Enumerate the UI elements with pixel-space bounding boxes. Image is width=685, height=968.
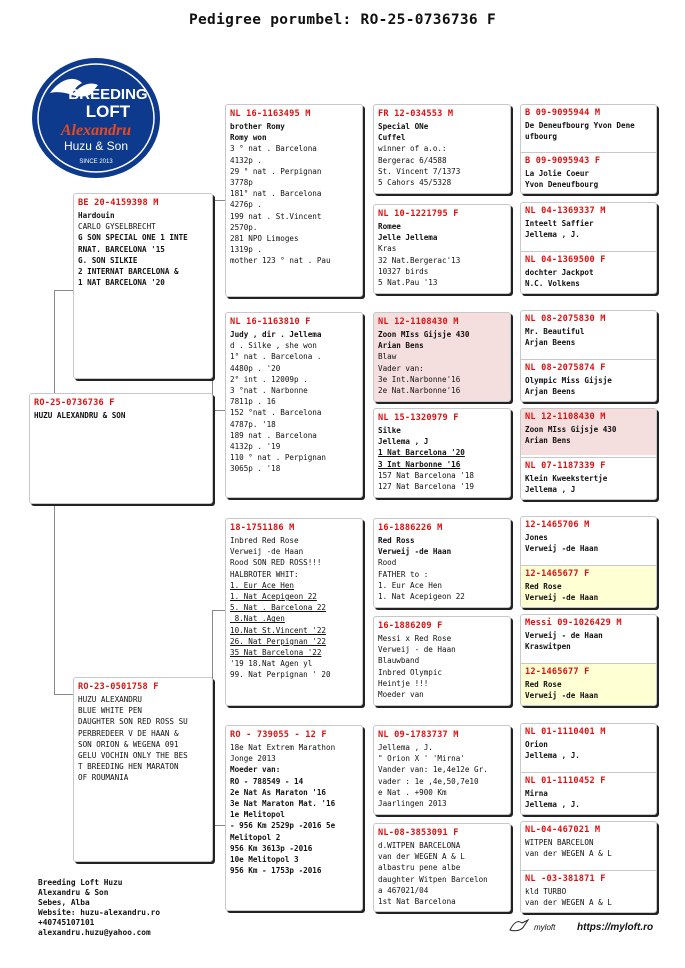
dd-result: 2e Nat As Maraton '16 [230,787,327,797]
g5-entry[interactable] [521,772,656,815]
g5-entry[interactable] [521,822,656,868]
dd-line: Jonge 2013 [230,754,276,764]
sds-ring: NL 12-1108430 M [378,317,459,327]
dam-line: GELU VOCHIN ONLY THE BES [78,751,188,761]
dd-result: 3e Nat Maraton Mat. '16 [230,799,336,809]
g5-pair-card[interactable] [520,614,657,706]
sd-line: 2° int . 12009p . [230,374,308,384]
g5-line: Olympic Miss Gijsje [525,376,612,385]
dd-result: - 956 Km 2529p -2016 5e [230,821,336,831]
sd-line: d . Silke , she won [230,341,317,351]
sds-line: 2e Nat.Narbonne'16 [378,386,461,396]
sd-line: 1° nat . Barcelona . [230,352,322,362]
ds-result: 8.Nat .Agen [230,614,285,624]
ss-ring: NL 16-1163495 M [230,109,311,119]
g5-pair-card[interactable] [520,408,657,500]
g5-entry[interactable] [521,663,656,706]
ss-line: 181° nat . Barcelona [230,189,322,199]
ss-name2: Romy won [230,133,267,143]
dam-line: T BREEDING HEN MARATON [78,762,179,772]
svg-text:Huzu & Son: Huzu & Son [63,139,129,153]
g5-line: Yvon Deneufbourg [525,180,599,190]
sire-sire-card[interactable] [225,104,363,297]
sire-breeder: CARLO GYSELBRECHT [78,222,156,232]
g5-line: Arjan Beens [525,387,576,397]
g5-ring: 12-1465677 F [525,667,590,677]
sd-line: 4480p . '20 [230,363,281,373]
dds-line: Jellema , J. [378,743,433,752]
g5-pair-card[interactable] [520,516,657,608]
sds-line: 3e Int.Narbonne'16 [378,374,461,384]
g5-ring: NL -03-381871 F [525,874,606,884]
ddd-line: daughter Witpen Barcelon [378,874,488,884]
footer-line: Breeding Loft Huzu [38,878,123,887]
g5-pair-card[interactable] [520,104,657,194]
g5-line: Jones [525,533,548,542]
g5-ring: NL 08-2075830 M [525,314,606,324]
g5-line: Red Rose [525,582,562,591]
connector-line [54,290,74,291]
sire-line: RNAT. BARCELONA '15 [78,244,165,254]
g5-line: Orion [525,740,548,749]
myloft-brand [508,918,555,937]
sd-sire-card[interactable] [373,312,511,402]
dss-ring: 16-1886226 M [378,523,443,533]
sdd-name: Silke [378,426,401,435]
g5-ring: NL 01-1110401 M [525,727,606,737]
dam-ring: RO-23-0501758 F [78,682,159,692]
g5-entry[interactable] [521,615,656,661]
sds-line: Vader van: [378,363,424,373]
g5-line: van der WEGEN A & L [525,849,612,859]
g5-line: Inteelt Saffier [525,219,594,228]
sds-line: Blaw [378,352,397,362]
ds-result: 26. Nat Perpignan '22 [230,636,327,646]
g5-entry[interactable] [521,311,656,357]
sss-line: St. Vincent 7/1373 [378,166,461,176]
g5-ring: NL 12-1108430 M [525,412,606,422]
g5-line: kld TURBO [525,887,567,896]
ddd-line: d.WITPEN BARCELONA [378,841,461,850]
ss-line: 3 ° nat . Barcelona [230,144,317,154]
ds-result: 10.Nat St.Vincent '22 [230,625,327,635]
g5-entry[interactable] [521,517,656,563]
ddd-line: 1st Nat Barcelona [378,897,456,907]
connector-line [54,290,55,400]
sd-line: 4787p. '18 [230,419,276,429]
ss-line: 3778p [230,178,253,188]
ddd-ring: NL-08-3853091 F [378,828,459,838]
ssd-line: 10327 birds [378,266,429,276]
g5-pair-card[interactable] [520,723,657,815]
ds-dam-card[interactable] [373,616,511,706]
dam-sire-card[interactable] [225,518,363,706]
sire-line: G. SON SILKIE [78,255,138,265]
g5-ring: NL 01-1110452 F [525,776,606,786]
sss-line: 5 Cahors 45/5328 [378,178,452,188]
dsd-line: Verweij - de Haan [378,645,456,655]
sire-line: 2 INTERNAT BARCELONA & [78,267,179,277]
pigeon-icon [508,918,530,937]
g5-line: Jellema , J. [525,230,580,240]
g5-line: N.C. Volkens [525,279,580,289]
g5-line: Klein Kweekstertje [525,474,608,483]
sdd-line: 127 Nat Barcelona '19 [378,482,475,492]
dss-line: 1. Nat Acepigeon 22 [378,592,465,602]
dds-ring: NL 09-1783737 M [378,730,459,740]
g5-pair-card[interactable] [520,821,657,913]
sss-ring: FR 12-034553 M [378,109,454,119]
sd-ring: NL 16-1163810 F [230,317,311,327]
ds-line: HALBROTER WHIT: [230,569,299,579]
ss-line: 2570p. [230,222,258,232]
g5-entry[interactable] [521,152,656,194]
footer-line: Sebes, Alba [38,898,90,907]
g5-entry[interactable] [521,105,656,150]
g5-line: La Jolie Coeur [525,169,590,178]
sdd-line: 157 Nat Barcelona '18 [378,470,475,480]
ss-line: 4132p . [230,155,263,165]
g5-line: Jellema , J. [525,800,580,810]
dd-result: 10e Melitopol 3 [230,855,299,865]
sdd-breeder: Jellema , J [378,437,429,447]
dam-dam-card[interactable] [225,725,363,911]
sss-name: Special ONe [378,122,429,131]
dam-line: BLUE WHITE PEN [78,706,143,716]
g5-line: Kraswitpen [525,642,571,652]
connector-line [212,610,226,611]
g5-line: Verweij - de Haan [525,631,603,640]
dds-line: Jaarlingen 2013 [378,799,447,809]
ss-line: 281 NPO Limoges [230,234,299,244]
svg-text:BREEDING: BREEDING [68,86,148,103]
dds-line: vader : 1e ,4e,50,7e10 [378,776,479,786]
g5-line: dochter Jackpot [525,268,594,277]
g5-entry[interactable] [521,565,656,608]
g5-line: van der WEGEN A & L [525,898,612,908]
ddd-line: a 467021/04 [378,885,429,895]
ssd-name: Romee [378,222,401,231]
ds-line: 99. Nat Perpignan ' 20 [230,670,331,680]
dds-line: " Orion X ' 'Mirna' [378,754,465,764]
dam-line: DAUGHTER SON RED ROSS SU [78,717,188,727]
ddd-line: albastru pene albe [378,863,461,873]
g5-line: Zoon MIss Gijsje 430 [525,425,617,434]
g5-line: Mirna [525,789,548,798]
sire-line: 1 NAT BARCELONA '20 [78,278,165,288]
g5-ring: Messi 09-1026429 M [525,618,622,628]
sd-line: 189 nat . Barcelona [230,430,317,440]
dd-result: 1e Melitopol [230,810,285,820]
footer-line: Alexandru & Son [38,888,109,897]
g5-line: Verweij -de Haan [525,691,599,701]
subject-ring: RO-25-0736736 F [34,398,115,408]
g5-entry[interactable] [521,457,656,500]
g5-line: Verweij -de Haan [525,544,599,554]
svg-text:SINCE 2013: SINCE 2013 [79,159,113,165]
ssd-line: 32 Nat.Bergerac'13 [378,255,461,265]
dsd-line: Inbred Olympic [378,667,443,677]
dsd-line: Heintje !!! [378,678,429,688]
ds-sire-card[interactable] [373,518,511,608]
ds-line: Rood SON RED ROSS!!! [230,558,322,568]
sd-line: 152 °nat . Barcelona [230,408,322,418]
connector-line [54,694,74,695]
ssd-breeder: Jelle Jellema [378,233,438,243]
connector-line [212,825,226,826]
ddd-line: van der WEGEN A & L [378,852,465,862]
g5-pair-card[interactable] [520,310,657,402]
g5-line: Jellema , J. [525,751,580,761]
dss-name: Red Ross [378,536,415,545]
ss-line: 199 nat . St.Vincent [230,211,322,221]
dd-sire-card[interactable] [373,725,511,815]
ss-line: mother 123 ° nat . Pau [230,256,331,266]
sdd-ring: NL 15-1320979 F [378,413,459,423]
breeder-contact [38,878,160,938]
dss-line: 1. Eur Ace Hen [378,580,443,590]
g5-ring: B 09-9095944 M [525,108,601,118]
sds-breeder: Arian Bens [378,341,424,351]
sire-line: G SON SPECIAL ONE 1 INTE [78,233,188,243]
ssd-line: 5 Nat.Pau '13 [378,278,438,288]
g5-line: Red Rose [525,680,562,689]
page-title: Pedigree porumbel: RO-25-0736736 F [188,12,496,28]
g5-line: Arjan Beens [525,338,576,348]
dd-result: Melitopol 2 [230,832,281,842]
g5-ring: NL-04-467021 M [525,825,601,835]
g5-entry[interactable] [521,359,656,402]
ss-line: 1319p . [230,245,263,255]
ds-line: Inbred Red Rose [230,536,299,545]
sss-breeder: Cuffel [378,133,406,143]
g5-entry[interactable] [521,203,656,249]
ds-result: 1. Nat Acepigeon 22 [230,592,317,602]
ds-line: '19 18.Nat Agen yl [230,659,313,669]
g5-ring: 12-1465706 M [525,520,590,530]
sds-name: Zoon MIss Gijsje 430 [378,330,470,339]
phone-number: +40745107101 [38,918,95,927]
dss-line: Rood [378,558,397,568]
dam-line: HUZU ALEXANDRU [78,695,143,704]
email-link[interactable]: alexandru.huzu@yahoo.com [38,928,151,937]
dd-result: 956 Km 3613p -2016 [230,843,313,853]
connector-line [212,410,226,411]
dss-breeder: Verweij -de Haan [378,547,452,557]
breeding-loft-logo [28,55,164,181]
g5-line: WITPEN BARCELON [525,838,594,847]
sss-line: Bergerac 6/4588 [378,155,447,165]
g5-ring: B 09-9095943 F [525,156,601,166]
sd-dam-card[interactable] [373,408,511,498]
ds-ring: 18-1751186 M [230,523,295,533]
connector-line [54,505,55,695]
dd-result: RO - 788549 - 14 [230,776,304,786]
dsd-line: Moeder van [378,690,424,700]
dam-line: OF ROUMANIA [78,773,129,783]
g5-line: Mr. Beautiful [525,327,585,336]
dd-line: 18e Nat Extrem Marathon [230,743,336,752]
subject-card[interactable] [29,393,213,504]
sd-line: 4132p . '19 [230,442,281,452]
sire-dam-card[interactable] [225,312,363,498]
website-link[interactable]: Website: huzu-alexandru.ro [38,908,161,917]
dds-line: e Nat . +900 Km [378,787,447,797]
dd-result: Moeder van: [230,765,281,775]
g5-pair-card[interactable] [520,202,657,294]
myloft-site-link[interactable]: https://myloft.ro [577,922,654,933]
sd-line: 3065p . '18 [230,464,281,474]
ssd-line: Kras [378,244,397,254]
ssd-ring: NL 10-1221795 F [378,209,459,219]
subject-owner: HUZU ALEXANDRU & SON [34,411,126,420]
dds-line: Vander van: 1e,4e12e Gr. [378,765,488,775]
ss-line: 4276p . [230,200,263,210]
ds-result: 1. Eur Ace Hen [230,580,295,590]
sire-ring: BE 20-4159398 M [78,198,159,208]
ss-dam-card[interactable] [373,204,511,294]
g5-ring: NL 07-1187339 F [525,461,606,471]
svg-text:Alexandru: Alexandru [60,122,132,139]
connector-line [212,200,226,201]
g5-ring: NL 04-1369500 F [525,255,606,265]
g5-line: Arian Bens [525,436,571,446]
sd-name: Judy , dir . Jellema [230,330,322,339]
g5-entry[interactable] [521,251,656,294]
ss-sire-card[interactable] [373,104,511,194]
sd-line: 110 ° nat . Perpignan [230,453,327,463]
sd-line: 7811p . 16 [230,397,276,407]
g5-ring: NL 04-1369337 M [525,206,606,216]
sire-card[interactable] [73,193,213,379]
svg-text:LOFT: LOFT [85,102,131,121]
sire-name: Hardouin [78,211,115,220]
dam-line: SON ORION & WEGENA 091 [78,739,179,749]
ds-line: Verweij -de Haan [230,547,304,557]
dd-result: 956 Km - 1753p -2016 [230,866,322,876]
g5-ring: 12-1465677 F [525,569,590,579]
ss-line: 29 ° nat . Perpignan [230,166,322,176]
g5-entry[interactable] [521,870,656,913]
g5-line: ufbourg [525,132,558,142]
dsd-ring: 16-1886209 F [378,621,443,631]
ss-name: brother Romy [230,122,285,131]
dsd-line: Messi x Red Rose [378,634,452,643]
g5-line: Verweij -de Haan [525,593,599,603]
sd-line: 3 °nat . Narbonne [230,386,308,396]
sdd-result: 1 Nat Barcelona '20 [378,448,465,458]
g5-line: De Deneufbourg Yvon Dene [525,121,635,130]
g5-line: Jellema , J [525,485,576,495]
sdd-result: 3 Int Narbonne '16 [378,459,461,469]
dsd-line: Blauwband [378,656,420,666]
dss-line: FATHER to : [378,569,429,579]
g5-entry[interactable] [521,409,656,455]
g5-entry[interactable] [521,724,656,770]
ds-result: 35 Nat Barcelona '22 [230,648,322,658]
g5-ring: NL 08-2075874 F [525,363,606,373]
dd-ring: RO - 739055 - 12 F [230,730,327,740]
dd-dam-card[interactable] [373,823,511,912]
sss-line: winner of a.o.: [378,144,447,154]
ds-result: 5. Nat . Barcelona 22 [230,603,327,613]
dam-card[interactable] [73,677,213,862]
myloft-label: myloft [534,923,556,932]
dam-line: PERBREDEER V DE HAAN & [78,728,179,738]
